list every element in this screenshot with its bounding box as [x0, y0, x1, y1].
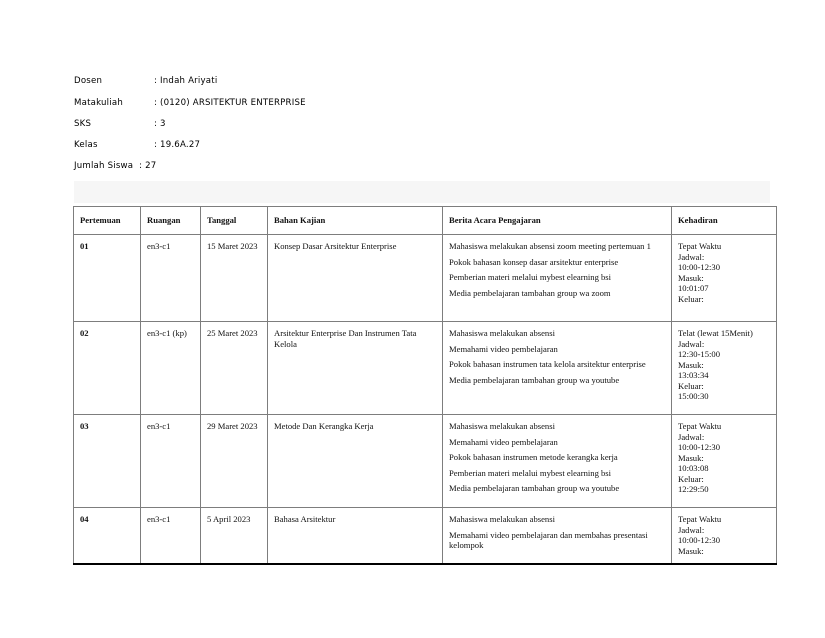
table-header-row — [74, 207, 777, 235]
kehadiran-line: Jadwal: — [678, 338, 705, 349]
berita-item: Media pembelajaran tambahan group wa zoom — [449, 287, 611, 298]
tanggal-cell: 25 Maret 2023 — [201, 322, 268, 415]
table-row — [74, 235, 777, 322]
berita-item: Media pembelajaran tambahan group wa youtube — [449, 483, 620, 493]
jumlah-siswa-label: Jumlah Siswa — [74, 161, 134, 171]
col-kehadiran: Kehadiran — [672, 207, 777, 235]
kehadiran-line: Masuk: — [678, 452, 704, 463]
berita-cell — [443, 508, 672, 564]
table-row — [74, 415, 777, 508]
berita-item: Pemberian materi melalui mybest elearning bsi — [449, 272, 612, 282]
header-band — [74, 181, 770, 203]
tanggal-cell: 15 Maret 2023 — [201, 235, 268, 322]
kehadiran-line: Jadwal: — [678, 251, 705, 262]
sks-value: : 3 — [154, 119, 166, 129]
col-ruangan: Ruangan — [141, 207, 201, 235]
kehadiran-line: Jadwal: — [678, 431, 705, 442]
kehadiran-cell — [672, 415, 777, 508]
jumlah-siswa-value: : 27 — [139, 161, 157, 171]
berita-item: Memahami video pembelajaran — [449, 436, 558, 447]
tanggal-cell: 5 April 2023 — [201, 508, 268, 564]
berita-item: Mahasiswa melakukan absensi — [449, 514, 555, 524]
info-matakuliah — [74, 98, 306, 108]
attendance-table — [73, 206, 777, 565]
matakuliah-label: Matakuliah — [74, 98, 123, 108]
kehadiran-line: Masuk: — [678, 272, 704, 283]
kehadiran-line: 10:00-12:30 — [678, 442, 721, 452]
kehadiran-status: Telat (lewat 15Menit) — [678, 328, 753, 338]
berita-item: Memahami video pembelajaran — [449, 343, 558, 354]
table-row — [74, 508, 777, 564]
kehadiran-line: 10:03:08 — [678, 463, 709, 473]
matakuliah-value: : (0120) ARSITEKTUR ENTERPRISE — [154, 98, 306, 108]
kehadiran-line: 10:00-12:30 — [678, 535, 721, 545]
berita-item: Pokok bahasan instrumen tata kelola arsitektur enterprise — [449, 359, 646, 369]
berita-cell — [443, 235, 672, 322]
kehadiran-line: Masuk: — [678, 359, 704, 370]
kelas-value: : 19.6A.27 — [154, 140, 201, 150]
col-tanggal: Tanggal — [201, 207, 268, 235]
berita-cell — [443, 322, 672, 415]
kehadiran-cell — [672, 235, 777, 322]
ruangan-cell: en3-c1 — [141, 235, 201, 322]
ruangan-cell: en3-c1 (kp) — [141, 322, 201, 415]
ruangan-cell: en3-c1 — [141, 508, 201, 564]
col-berita-acara: Berita Acara Pengajaran — [443, 207, 672, 235]
sks-label: SKS — [74, 119, 92, 129]
kehadiran-line: 10:01:07 — [678, 283, 709, 293]
pertemuan-cell: 04 — [74, 508, 141, 564]
pertemuan-cell: 03 — [74, 415, 141, 508]
berita-item: Memahami video pembelajaran dan membahas presentasi kelompok — [449, 529, 648, 550]
kehadiran-line: Keluar: — [678, 293, 704, 304]
bahan-cell: Metode Dan Kerangka Kerja — [268, 415, 443, 508]
berita-item: Pokok bahasan instrumen metode kerangka kerja — [449, 452, 618, 462]
dosen-label: Dosen — [74, 76, 103, 86]
kehadiran-cell — [672, 322, 777, 415]
berita-item: Pemberian materi melalui mybest elearning bsi — [449, 467, 612, 478]
tanggal-cell: 29 Maret 2023 — [201, 415, 268, 508]
berita-item: Mahasiswa melakukan absensi — [449, 328, 555, 338]
berita-item: Mahasiswa melakukan absensi zoom meeting pertemuan 1 — [449, 241, 651, 251]
dosen-value: : Indah Ariyati — [154, 76, 218, 86]
kehadiran-cell — [672, 508, 777, 564]
info-sks — [74, 119, 166, 129]
bahan-cell: Konsep Dasar Arsitektur Enterprise — [268, 235, 443, 322]
kehadiran-line: 12:29:50 — [678, 484, 709, 494]
berita-item: Mahasiswa melakukan absensi — [449, 421, 555, 431]
kehadiran-line: 15:00:30 — [678, 391, 709, 401]
pertemuan-cell: 01 — [74, 235, 141, 322]
kehadiran-line: 12:30-15:00 — [678, 349, 721, 359]
kehadiran-line: Keluar: — [678, 473, 704, 484]
kehadiran-line: Jadwal: — [678, 524, 705, 535]
kelas-label: Kelas — [74, 140, 98, 150]
kehadiran-line: Masuk: — [678, 545, 704, 556]
berita-item: Media pembelajaran tambahan group wa youtube — [449, 374, 620, 385]
info-kelas — [74, 140, 200, 150]
kehadiran-line: 10:00-12:30 — [678, 262, 721, 272]
bahan-cell: Bahasa Arsitektur — [268, 508, 443, 564]
col-pertemuan: Pertemuan — [74, 207, 141, 235]
bahan-cell: Arsitektur Enterprise Dan Instrumen Tata Kelola — [268, 322, 443, 415]
kehadiran-line: Keluar: — [678, 380, 704, 391]
kehadiran-status: Tepat Waktu — [678, 514, 722, 524]
kehadiran-status: Tepat Waktu — [678, 421, 722, 431]
berita-cell — [443, 415, 672, 508]
pertemuan-cell: 02 — [74, 322, 141, 415]
kehadiran-line: 13:03:34 — [678, 370, 709, 380]
berita-item: Pokok bahasan konsep dasar arsitektur enterprise — [449, 256, 619, 267]
col-bahan-kajian: Bahan Kajian — [268, 207, 443, 235]
info-dosen — [74, 76, 217, 86]
info-jumlah-siswa — [74, 161, 156, 171]
table-row — [74, 322, 777, 415]
ruangan-cell: en3-c1 — [141, 415, 201, 508]
kehadiran-status: Tepat Waktu — [678, 241, 722, 251]
